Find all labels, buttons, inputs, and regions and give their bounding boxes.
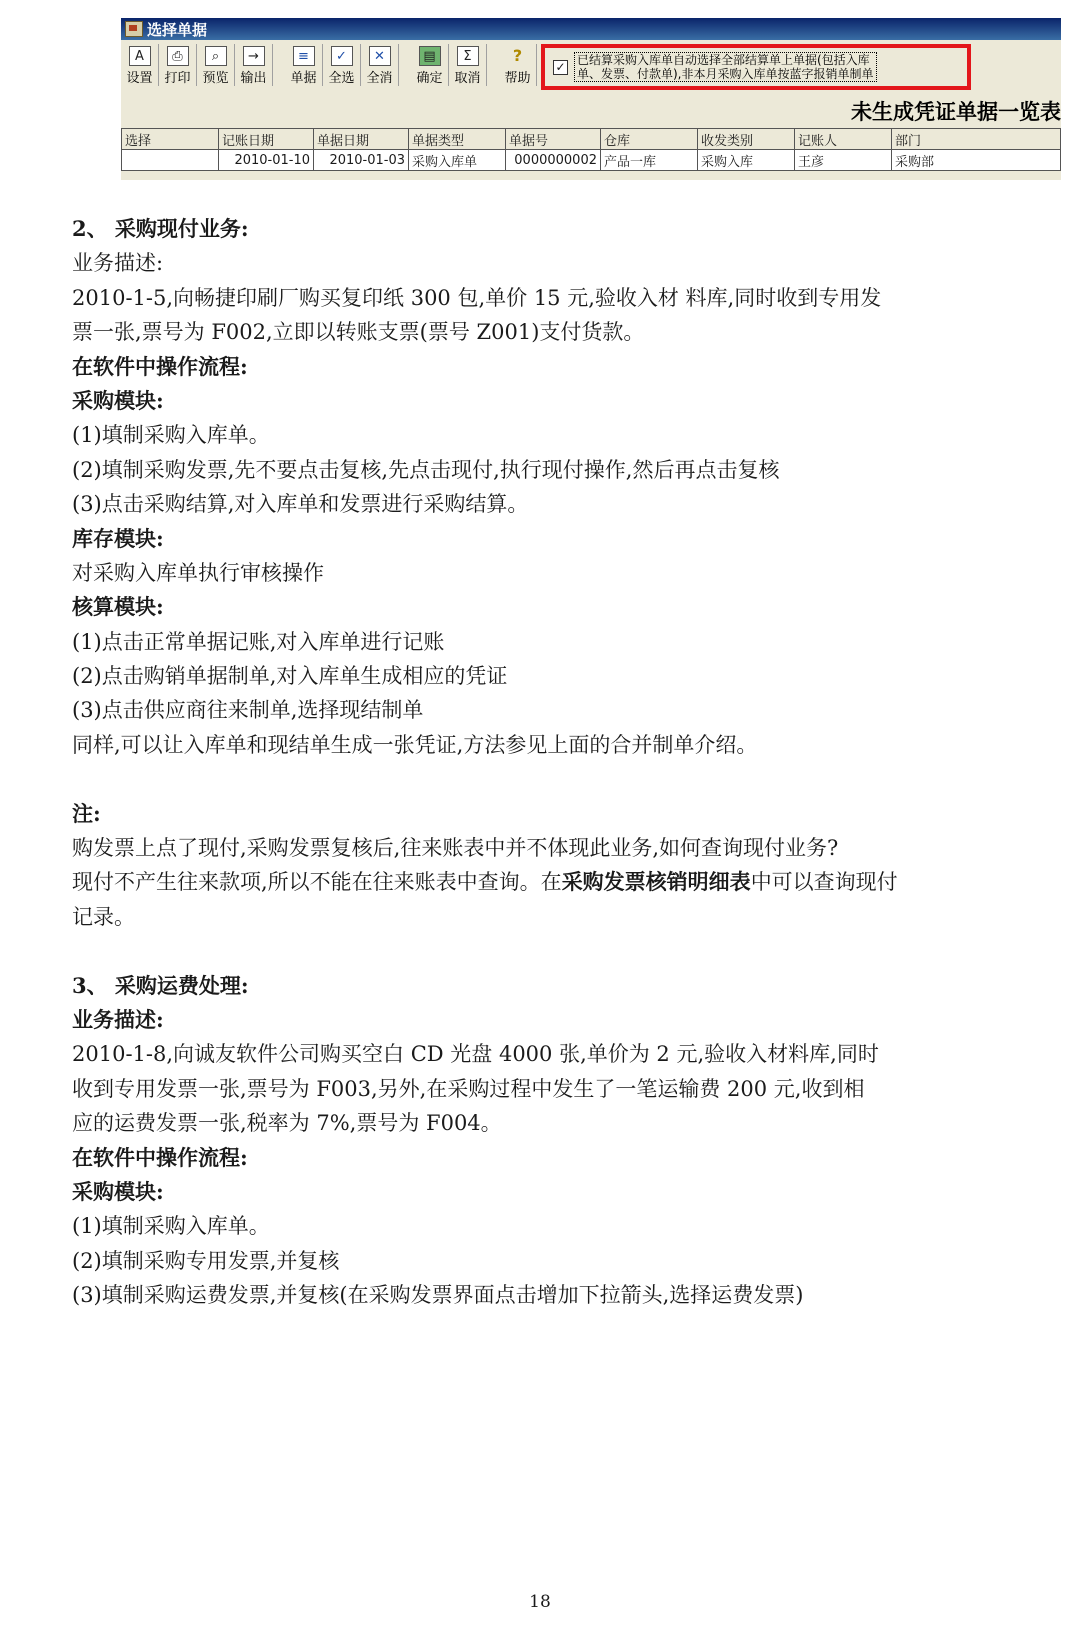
column-header[interactable]: 单据日期	[314, 129, 409, 150]
window-titlebar	[121, 18, 1061, 40]
list-item: (3)点击采购结算,对入库单和发票进行采购结算。	[72, 492, 529, 517]
column-header[interactable]: 部门	[892, 129, 1061, 150]
paragraph-line: 2010-1-8,向诚友软件公司购买空白 CD 光盘 4000 张,单价为 2 元,验收入材料库,同时	[72, 1042, 879, 1067]
note-heading: 注:	[72, 800, 101, 826]
preview-icon: ⌕	[205, 46, 227, 66]
table-row[interactable]	[122, 150, 1061, 171]
paragraph-line: 对采购入库单执行审核操作	[72, 560, 324, 585]
table-cell: 产品一库	[601, 150, 698, 171]
list-item: (1)填制采购入库单。	[72, 1214, 270, 1239]
cancel-icon: Σ	[457, 46, 479, 66]
section-3-heading: 3、 采购运费处理:	[72, 972, 249, 998]
confirm-icon: ▤	[419, 46, 441, 66]
export-icon: →	[243, 46, 265, 66]
paragraph-line: 购发票上点了现付,采购发票复核后,往来账表中并不体现此业务,如何查询现付业务?	[72, 836, 839, 861]
help-icon: ?	[512, 46, 523, 65]
operation-flow-heading: 在软件中操作流程:	[72, 1144, 248, 1170]
clear-all-label: 全消	[366, 71, 393, 86]
help-label: 帮助	[504, 71, 531, 86]
preview-label: 预览	[202, 71, 229, 86]
list-item: (3)填制采购运费发票,并复核(在采购发票界面点击增加下拉箭头,选择运费发票)	[72, 1283, 804, 1308]
paragraph-line	[72, 865, 1032, 899]
confirm-button[interactable]	[411, 44, 449, 86]
stock-module-heading: 库存模块:	[72, 525, 164, 551]
settings-label: 设置	[126, 71, 153, 86]
column-header[interactable]: 选择	[122, 129, 219, 150]
column-header[interactable]: 单据号	[506, 129, 601, 150]
list-title: 未生成凭证单据一览表	[851, 99, 1061, 124]
table-cell: 采购入库	[698, 150, 795, 171]
paragraph-line: 同样,可以让入库单和现结单生成一张凭证,方法参见上面的合并制单介绍。	[72, 732, 758, 757]
column-header[interactable]: 单据类型	[409, 129, 506, 150]
accounting-module-heading: 核算模块:	[72, 594, 164, 620]
list-item: (1)点击正常单据记账,对入库单进行记账	[72, 629, 445, 654]
list-item: (2)点击购销单据制单,对入库单生成相应的凭证	[72, 664, 508, 689]
clear-all-button[interactable]	[361, 44, 399, 86]
paragraph-line: 应的运费发票一张,税率为 7%,票号为 F004。	[72, 1111, 502, 1136]
note-text: 现付不产生往来款项,所以不能在往来账表中查询。在	[72, 870, 562, 895]
export-button[interactable]	[235, 44, 273, 86]
print-button[interactable]	[159, 44, 197, 86]
auto-select-option[interactable]	[541, 44, 971, 90]
settings-button[interactable]	[121, 44, 159, 86]
table-cell: 0000000002	[506, 150, 601, 171]
table-cell: 采购部	[892, 150, 1061, 171]
paragraph-line: 收到专用发票一张,票号为 F003,另外,在采购过程中发生了一笔运输费 200 元,收到相	[72, 1076, 865, 1101]
business-description-label: 业务描述:	[72, 1006, 164, 1032]
column-header[interactable]: 记账人	[795, 129, 892, 150]
list-item: (1)填制采购入库单。	[72, 423, 270, 448]
confirm-label: 确定	[416, 71, 443, 86]
print-icon: ⎙	[167, 46, 189, 66]
business-description-label: 业务描述:	[72, 251, 164, 276]
column-header[interactable]: 仓库	[601, 129, 698, 150]
table-cell: 王彦	[795, 150, 892, 171]
option-text-line-2: 单、发票、付款单),非本月采购入库单按蓝字报销单制单	[577, 67, 874, 81]
operation-flow-heading: 在软件中操作流程:	[72, 353, 248, 379]
export-label: 输出	[240, 71, 267, 86]
print-label: 打印	[164, 71, 191, 86]
table-cell: 2010-01-03	[314, 150, 409, 171]
document-label: 单据	[290, 71, 317, 86]
select-all-label: 全选	[328, 71, 355, 86]
clear-all-icon: ✕	[369, 46, 391, 66]
select-all-button[interactable]	[323, 44, 361, 86]
purchase-module-heading: 采购模块:	[72, 387, 164, 413]
table-header-row	[122, 129, 1061, 150]
page-number: 18	[529, 1592, 551, 1612]
select-all-icon: ✓	[331, 46, 353, 66]
paragraph-line: 记录。	[72, 904, 135, 929]
purchase-module-heading: 采购模块:	[72, 1178, 164, 1204]
document-body	[72, 212, 1032, 1313]
section-2-heading: 2、 采购现付业务:	[72, 216, 249, 241]
cancel-button[interactable]	[449, 44, 487, 86]
list-item: (2)填制采购发票,先不要点击复核,先点击现付,执行现付操作,然后再点击复核	[72, 457, 780, 482]
preview-button[interactable]	[197, 44, 235, 86]
table-cell: 2010-01-10	[219, 150, 314, 171]
document-icon: ≡	[293, 46, 315, 66]
report-name-emphasis: 采购发票核销明细表	[561, 869, 751, 895]
list-item: (3)点击供应商往来制单,选择现结制单	[72, 698, 424, 723]
list-item: (2)填制采购专用发票,并复核	[72, 1248, 340, 1273]
document-button[interactable]	[285, 44, 323, 86]
column-header[interactable]: 记账日期	[219, 129, 314, 150]
auto-select-option-text	[574, 52, 877, 82]
note-text: 中可以查询现付	[750, 870, 898, 895]
column-header[interactable]: 收发类别	[698, 129, 795, 150]
app-icon	[125, 21, 143, 37]
auto-select-checkbox[interactable]: ✓	[553, 60, 568, 75]
paragraph-line: 2010-1-5,向畅捷印刷厂购买复印纸 300 包,单价 15 元,验收入材 料库,同时收到专用发	[72, 285, 882, 310]
help-button[interactable]	[499, 44, 537, 86]
option-text-line-1: 已结算采购入库单自动选择全部结算单上单据(包括入库	[577, 53, 870, 67]
select-documents-screenshot	[121, 18, 1061, 180]
table-cell: 采购入库单	[409, 150, 506, 171]
table-cell[interactable]	[122, 150, 219, 171]
paragraph-line: 票一张,票号为 F002,立即以转账支票(票号 Z001)支付货款。	[72, 320, 645, 345]
window-title: 选择单据	[147, 20, 208, 39]
settings-icon: A	[129, 46, 151, 66]
documents-table	[121, 128, 1061, 171]
cancel-label: 取消	[454, 71, 481, 86]
